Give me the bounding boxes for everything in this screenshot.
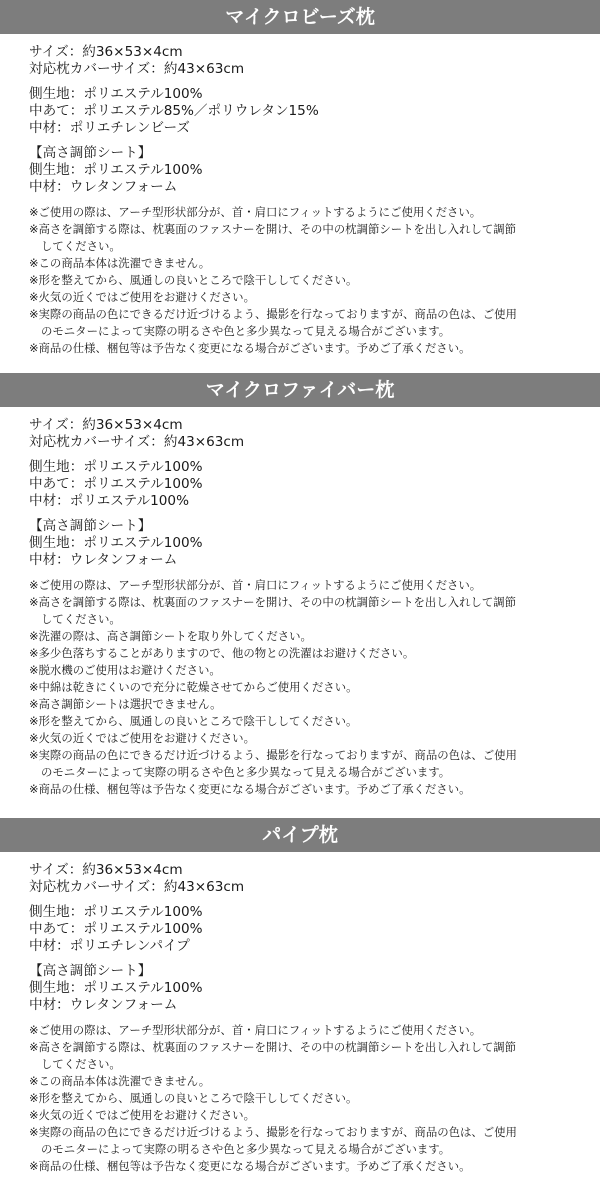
spec-line: サイズ：約36×53×4cm bbox=[29, 417, 183, 433]
note-line: ※ご使用の際は、アーチ型形状部分が、首・肩口にフィットするようにご使用ください。 bbox=[29, 1023, 482, 1037]
note-line: ※洗濯の際は、高さ調節シートを取り外してください。 bbox=[29, 629, 312, 643]
spec-line: 側生地：ポリエステル100% bbox=[29, 980, 203, 996]
spec-line: 側生地：ポリエステル100% bbox=[29, 86, 203, 102]
spec-line: 側生地：ポリエステル100% bbox=[29, 459, 203, 475]
material-group bbox=[29, 86, 600, 137]
height-sheet-group bbox=[29, 963, 600, 1014]
note-line: ※多少色落ちすることがありますので、他の物との洗濯はお避けください。 bbox=[29, 646, 415, 660]
section-title: マイクロファイバー枕 bbox=[0, 373, 600, 407]
spec-line: 対応枕カバーサイズ：約43×63cm bbox=[29, 434, 245, 450]
note-line: ※実際の商品の色にできるだけ近づけるよう、撮影を行なっておりますが、商品の色は、ご使用 bbox=[29, 1125, 517, 1139]
spec-line: 中材：ウレタンフォーム bbox=[29, 997, 178, 1013]
spec-line: 中あて：ポリエステル100% bbox=[29, 921, 203, 937]
note-line: ※実際の商品の色にできるだけ近づけるよう、撮影を行なっておりますが、商品の色は、ご使用 bbox=[29, 748, 517, 762]
spec-line: 側生地：ポリエステル100% bbox=[29, 162, 203, 178]
size-group bbox=[29, 44, 600, 78]
note-line: してください。 bbox=[41, 612, 121, 626]
note-line: のモニターによって実際の明るさや色と多少異なって見える場合がございます。 bbox=[41, 1142, 451, 1156]
section-title: マイクロビーズ枕 bbox=[0, 0, 600, 34]
note-line: のモニターによって実際の明るさや色と多少異なって見える場合がございます。 bbox=[41, 765, 451, 779]
spec-line: 中材：ウレタンフォーム bbox=[29, 179, 178, 195]
size-group bbox=[29, 417, 600, 451]
spec-line: 中材：ポリエチレンパイプ bbox=[29, 938, 190, 954]
spec-line: サイズ：約36×53×4cm bbox=[29, 44, 183, 60]
material-group bbox=[29, 904, 600, 955]
note-line: してください。 bbox=[41, 1057, 121, 1071]
note-line: のモニターによって実際の明るさや色と多少異なって見える場合がございます。 bbox=[41, 324, 451, 338]
note-line: ※商品の仕様、梱包等は予告なく変更になる場合がございます。予めご了承ください。 bbox=[29, 782, 471, 796]
spec-line: 中材：ポリエチレンビーズ bbox=[29, 120, 191, 136]
note-line: ※火気の近くではご使用をお避けください。 bbox=[29, 1108, 255, 1122]
spec-line: 中材：ウレタンフォーム bbox=[29, 552, 178, 568]
spec-line: 対応枕カバーサイズ：約43×63cm bbox=[29, 879, 245, 895]
spec-list bbox=[0, 852, 600, 1014]
note-line: ※ご使用の際は、アーチ型形状部分が、首・肩口にフィットするようにご使用ください。 bbox=[29, 578, 482, 592]
material-group bbox=[29, 459, 600, 510]
spec-line: 側生地：ポリエステル100% bbox=[29, 535, 203, 551]
note-line: ※実際の商品の色にできるだけ近づけるよう、撮影を行なっておりますが、商品の色は、ご使用 bbox=[29, 307, 517, 321]
spec-list bbox=[0, 407, 600, 569]
spec-line: 中あて：ポリエステル85%／ポリウレタン15% bbox=[29, 103, 319, 119]
height-sheet-group bbox=[29, 518, 600, 569]
section-microbeads-pillow bbox=[0, 0, 600, 357]
notes-list bbox=[0, 1022, 600, 1175]
section-title: パイプ枕 bbox=[0, 818, 600, 852]
note-line: ※高さを調節する際は、枕裏面のファスナーを開け、その中の枕調節シートを出し入れして調節 bbox=[29, 1040, 517, 1054]
notes-list bbox=[0, 577, 600, 798]
section-pipe-pillow bbox=[0, 818, 600, 1175]
note-line: ※商品の仕様、梱包等は予告なく変更になる場合がございます。予めご了承ください。 bbox=[29, 1159, 471, 1173]
note-line: ※高さ調節シートは選択できません。 bbox=[29, 697, 222, 711]
note-line: してください。 bbox=[41, 239, 121, 253]
note-line: ※形を整えてから、風通しの良いところで陰干ししてください。 bbox=[29, 714, 358, 728]
note-line: ※この商品本体は洗濯できません。 bbox=[29, 256, 211, 270]
spec-line: 中あて：ポリエステル100% bbox=[29, 476, 203, 492]
spec-line: 中材：ポリエステル100% bbox=[29, 493, 189, 509]
spec-list bbox=[0, 34, 600, 196]
size-group bbox=[29, 862, 600, 896]
note-line: ※形を整えてから、風通しの良いところで陰干ししてください。 bbox=[29, 273, 358, 287]
note-line: ※火気の近くではご使用をお避けください。 bbox=[29, 290, 255, 304]
note-line: ※ご使用の際は、アーチ型形状部分が、首・肩口にフィットするようにご使用ください。 bbox=[29, 205, 482, 219]
spec-line: 【高さ調節シート】 bbox=[29, 145, 152, 161]
spec-line: 【高さ調節シート】 bbox=[29, 518, 152, 534]
spec-line: サイズ：約36×53×4cm bbox=[29, 862, 183, 878]
note-line: ※高さを調節する際は、枕裏面のファスナーを開け、その中の枕調節シートを出し入れして調節 bbox=[29, 595, 517, 609]
note-line: ※この商品本体は洗濯できません。 bbox=[29, 1074, 211, 1088]
note-line: ※火気の近くではご使用をお避けください。 bbox=[29, 731, 255, 745]
note-line: ※脱水機のご使用はお避けください。 bbox=[29, 663, 221, 677]
note-line: ※商品の仕様、梱包等は予告なく変更になる場合がございます。予めご了承ください。 bbox=[29, 341, 471, 355]
height-sheet-group bbox=[29, 145, 600, 196]
notes-list bbox=[0, 204, 600, 357]
spec-line: 【高さ調節シート】 bbox=[29, 963, 152, 979]
note-line: ※高さを調節する際は、枕裏面のファスナーを開け、その中の枕調節シートを出し入れして調節 bbox=[29, 222, 517, 236]
spec-line: 対応枕カバーサイズ：約43×63cm bbox=[29, 61, 245, 77]
note-line: ※形を整えてから、風通しの良いところで陰干ししてください。 bbox=[29, 1091, 358, 1105]
note-line: ※中綿は乾きにくいので充分に乾燥させてからご使用ください。 bbox=[29, 680, 358, 694]
section-microfiber-pillow bbox=[0, 373, 600, 798]
spec-line: 側生地：ポリエステル100% bbox=[29, 904, 203, 920]
